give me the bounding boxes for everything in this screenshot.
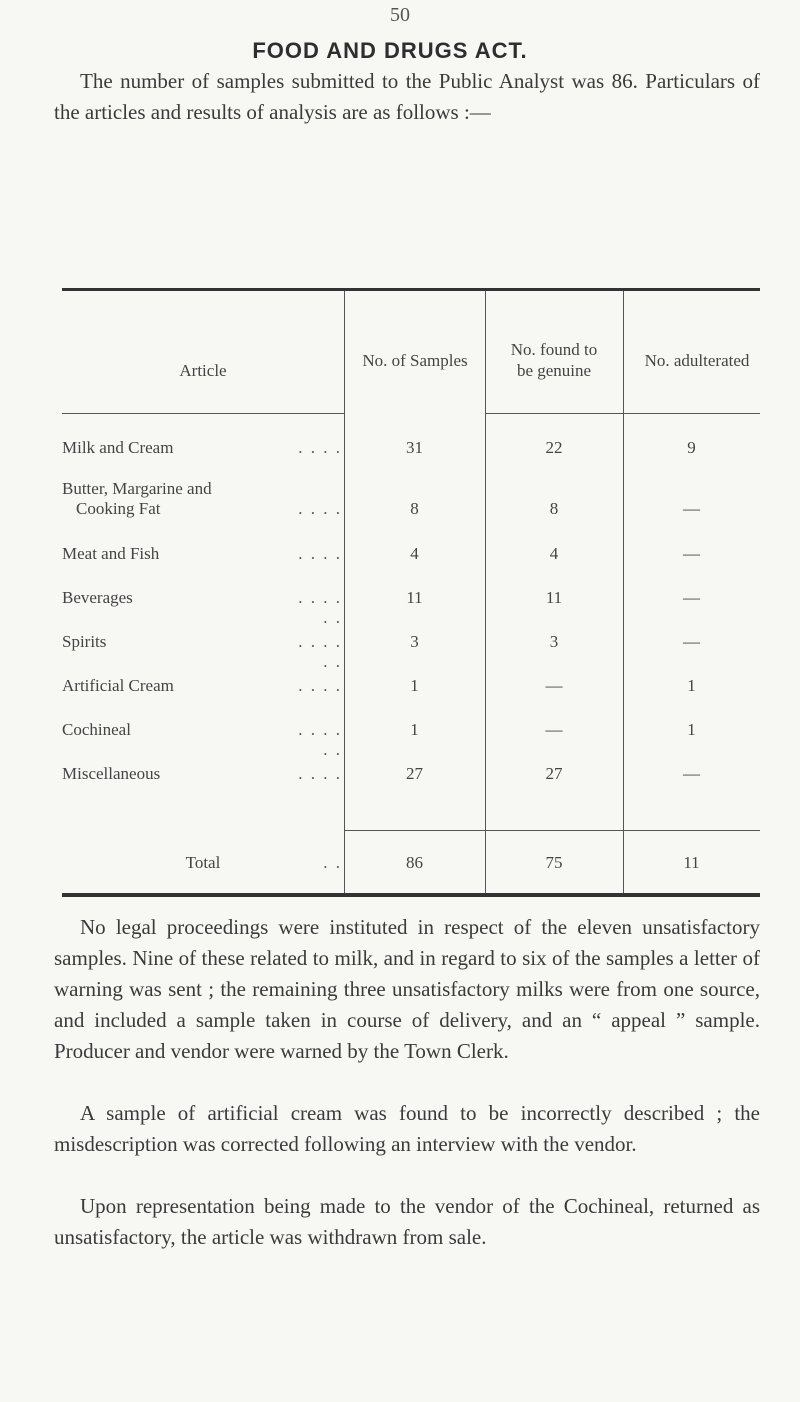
row-samples: 8 — [410, 499, 419, 518]
row-genuine: 3 — [549, 632, 559, 651]
row-genuine: 8 — [549, 499, 559, 518]
row-genuine: 27 — [545, 764, 563, 783]
row-article-continued: Cooking Fat — [76, 499, 161, 518]
page-number: 50 — [390, 4, 410, 26]
intro-paragraph — [54, 66, 760, 128]
header-adulterated: No. adulterated — [644, 351, 750, 370]
row-adulterated: — — [683, 632, 700, 651]
header-samples: No. of Samples — [362, 351, 468, 370]
row-leader-dots: . . . . — [298, 676, 342, 695]
row-leader-dots: . . . . — [298, 764, 342, 783]
total-adulterated: 11 — [683, 853, 700, 872]
paragraph-text: Upon representation being made to the vendor of the Cochineal, returned as unsatisfactory, the article was withdrawn from sale. — [54, 1194, 760, 1249]
row-genuine: 22 — [545, 438, 563, 457]
row-article: Miscellaneous — [62, 764, 161, 783]
cochineal-paragraph — [54, 1191, 760, 1253]
row-samples: 1 — [410, 676, 419, 695]
row-adulterated: — — [683, 764, 700, 783]
row-adulterated: 9 — [687, 438, 696, 457]
row-article: Milk and Cream — [62, 438, 174, 457]
row-leader-dots: . . . . . . — [298, 720, 342, 759]
results-table — [62, 288, 760, 897]
header-article: Article — [179, 361, 227, 380]
row-adulterated: 1 — [687, 720, 696, 739]
total-genuine: 75 — [545, 853, 563, 872]
row-genuine: 11 — [545, 588, 563, 607]
row-leader-dots: . . . . — [298, 438, 342, 457]
paragraph-text: No legal proceedings were instituted in respect of the eleven unsatisfactory samples. Nine of these related to milk, and in regard to six of the samples a letter of warning was sent ; the remaining three unsatisfactory milks were from one source, and included a sample taken in course of delivery, and an “ appeal ” sample. Producer and vendor were warned by the Town Clerk. — [54, 915, 760, 1063]
total-rule — [344, 830, 760, 831]
row-adulterated: — — [683, 499, 700, 518]
row-article: Butter, Margarine and — [62, 479, 212, 498]
row-article: Spirits — [62, 632, 107, 651]
row-leader-dots: . . . . . . — [298, 588, 342, 627]
row-genuine: — — [545, 720, 563, 739]
row-samples: 3 — [410, 632, 419, 651]
header-rule — [485, 413, 760, 414]
row-adulterated: 1 — [687, 676, 696, 695]
row-article: Cochineal — [62, 720, 131, 739]
row-samples: 4 — [410, 544, 419, 563]
intro-text: The number of samples submitted to the Public Analyst was 86. Particulars of the articles and results of analysis are as follows :— — [54, 69, 760, 124]
row-leader-dots: . . . . — [298, 544, 342, 563]
row-article: Beverages — [62, 588, 133, 607]
total-samples: 86 — [406, 853, 423, 872]
row-genuine: 4 — [549, 544, 559, 563]
paragraph-text: A sample of artificial cream was found to be incorrectly described ; the misdescription was corrected following an interview with the vendor. — [54, 1101, 760, 1156]
row-samples: 27 — [406, 764, 423, 783]
row-article: Artificial Cream — [62, 676, 174, 695]
row-leader-dots: . . . . — [298, 499, 342, 518]
row-samples: 31 — [406, 438, 423, 457]
row-samples: 1 — [410, 720, 419, 739]
row-samples: 11 — [406, 588, 423, 607]
row-adulterated: — — [683, 544, 700, 563]
row-leader-dots: . . . . . . — [298, 632, 342, 671]
row-adulterated: — — [683, 588, 700, 607]
section-heading: FOOD AND DRUGS ACT. — [252, 38, 528, 63]
row-article: Meat and Fish — [62, 544, 160, 563]
total-label: Total — [185, 853, 221, 872]
row-genuine: — — [545, 676, 563, 695]
proceedings-paragraph — [54, 912, 760, 1067]
artificial-cream-paragraph — [54, 1098, 760, 1160]
header-rule — [62, 413, 344, 414]
header-genuine: No. found to be genuine — [510, 340, 598, 380]
total-leader-dots: . . — [323, 853, 342, 872]
